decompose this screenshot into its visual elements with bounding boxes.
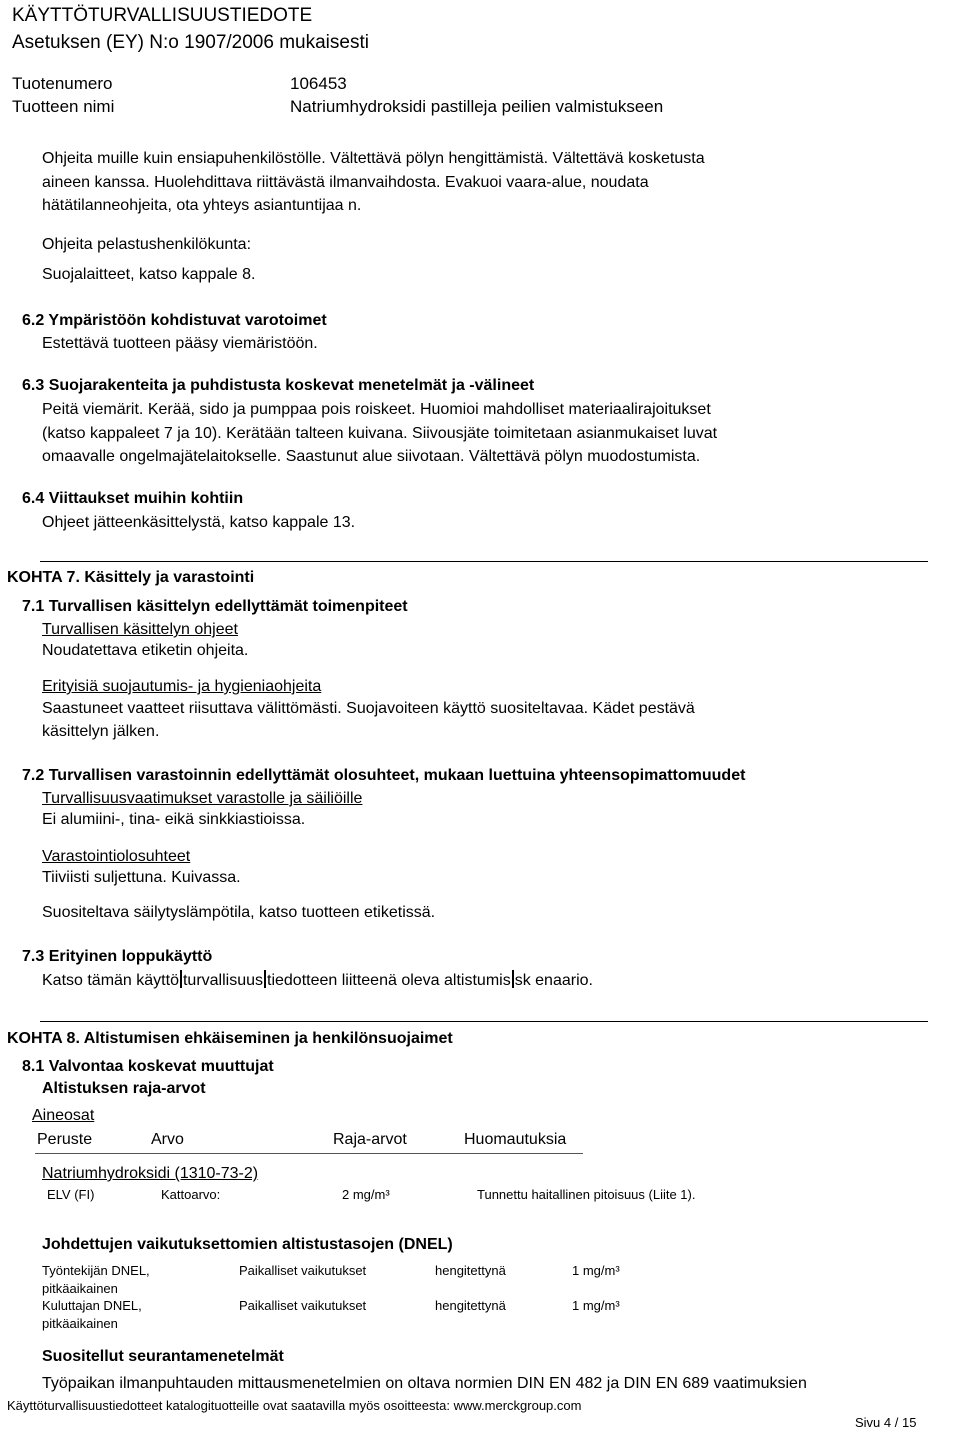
section-7-heading: KOHTA 7. Käsittely ja varastointi bbox=[7, 569, 255, 586]
dnel-effect: Paikalliset vaikutukset bbox=[239, 1263, 367, 1278]
column-header-remarks: Huomautuksia bbox=[464, 1131, 567, 1148]
dnel-who-line-1: Kuluttajan DNEL, bbox=[42, 1298, 142, 1313]
product-name-label: Tuotteen nimi bbox=[12, 97, 115, 116]
end-use-text-part-4: sk enaario. bbox=[514, 972, 593, 989]
storage-requirements-text: Ei alumiini-, tina- eikä sinkkiastioissa. bbox=[42, 811, 306, 828]
product-number-label: Tuotenumero bbox=[12, 74, 113, 93]
regulation-subtitle: Asetuksen (EY) N:o 1907/2006 mukaisesti bbox=[12, 32, 369, 53]
section-6-4-heading bbox=[22, 488, 243, 510]
column-header-limits: Raja-arvot bbox=[333, 1131, 407, 1148]
personal-precautions-line-1: Ohjeita muille kuin ensiapuhenkilöstölle. Vältettävä pölyn hengittämistä. Vältettävä kosketusta bbox=[42, 150, 705, 167]
dnel-value: 1 mg/m³ bbox=[572, 1298, 620, 1313]
exposure-limits-title: Altistuksen raja-arvot bbox=[42, 1080, 206, 1097]
section-6-3-line-3: omaavalle ongelmajätelaitokselle. Saastunut alue siivotaan. Vältettävä pölyn muodostumista. bbox=[42, 448, 701, 465]
personal-precautions-line-3: hätätilanneohjeita, ota yhteys asiantuntijaa n. bbox=[42, 197, 362, 214]
end-use-text-part-3: tiedotteen liitteenä oleva altistumis bbox=[267, 972, 511, 989]
section-8-1-heading bbox=[22, 1056, 274, 1078]
dnel-who-line-1: Työntekijän DNEL, bbox=[42, 1263, 150, 1278]
section-8-1-title: Valvontaa koskevat muuttujat bbox=[48, 1058, 274, 1075]
section-7-3-number: 7.3 bbox=[22, 948, 45, 965]
limit-cell-basis: ELV (FI) bbox=[47, 1187, 95, 1202]
footer-note: Käyttöturvallisuustiedotteet katalogituotteille ovat saatavilla myös osoitteesta: www.merckgroup.com bbox=[7, 1398, 582, 1413]
hygiene-subheading: Erityisiä suojautumis- ja hygieniaohjeita bbox=[42, 678, 322, 695]
section-8-divider bbox=[40, 1021, 928, 1022]
dnel-who-line-2: pitkäaikainen bbox=[42, 1316, 118, 1331]
section-6-4-text: Ohjeet jätteenkäsittelystä, katso kappale 13. bbox=[42, 514, 356, 531]
product-number-value: 106453 bbox=[290, 74, 347, 93]
dnel-route: hengitettynä bbox=[435, 1263, 506, 1278]
section-6-3-line-1: Peitä viemärit. Kerää, sido ja pumppaa pois roiskeet. Huomioi mahdolliset materiaalirajoitukset bbox=[42, 401, 711, 418]
section-7-2-heading bbox=[22, 765, 745, 787]
monitoring-title: Suositellut seurantamenetelmät bbox=[42, 1348, 284, 1365]
monitoring-text: Työpaikan ilmanpuhtauden mittausmenetelmien on oltava normien DIN EN 482 ja DIN EN 689 vaatimuksien bbox=[42, 1375, 807, 1392]
section-6-2-text: Estettävä tuotteen pääsy viemäristöön. bbox=[42, 335, 318, 352]
hygiene-text-line-2: käsittelyn jälken. bbox=[42, 723, 160, 740]
limit-cell-remark: Tunnettu haitallinen pitoisuus (Liite 1). bbox=[477, 1187, 696, 1202]
dnel-title: Johdettujen vaikutuksettomien altistustasojen (DNEL) bbox=[42, 1236, 453, 1253]
section-6-3-number: 6.3 bbox=[22, 377, 45, 394]
section-8-1-number: 8.1 bbox=[22, 1058, 45, 1075]
separator-bar bbox=[512, 970, 514, 988]
section-7-3-text bbox=[42, 970, 593, 992]
document-title: KÄYTTÖTURVALLISUUSTIEDOTE bbox=[12, 5, 313, 26]
section-7-3-heading bbox=[22, 946, 212, 968]
product-name-row bbox=[12, 95, 952, 118]
section-6-3-title: Suojarakenteita ja puhdistusta koskevat menetelmät ja -välineet bbox=[48, 377, 535, 394]
section-7-2-title: Turvallisen varastoinnin edellyttämät olosuhteet, mukaan luettuina yhteensopimattomuudet bbox=[48, 767, 746, 784]
limit-cell-value-type: Kattoarvo: bbox=[161, 1187, 221, 1202]
section-6-2-title: Ympäristöön kohdistuvat varotoimet bbox=[48, 312, 327, 329]
column-header-value: Arvo bbox=[151, 1131, 184, 1148]
section-8-heading: KOHTA 8. Altistumisen ehkäiseminen ja henkilönsuojaimet bbox=[7, 1030, 453, 1047]
end-use-text-part-2: turvallisuus bbox=[182, 972, 263, 989]
column-header-basis: Peruste bbox=[37, 1131, 93, 1148]
separator-bar bbox=[180, 970, 182, 988]
section-7-divider bbox=[40, 561, 928, 562]
section-6-4-number: 6.4 bbox=[22, 490, 45, 507]
product-name-value: Natriumhydroksidi pastilleja peilien valmistukseen bbox=[290, 97, 664, 116]
end-use-text-part-1: Katso tämän käyttö bbox=[42, 972, 179, 989]
separator-bar bbox=[264, 970, 266, 988]
hygiene-text-line-1: Saastuneet vaatteet riisuttava välittömästi. Suojavoiteen käyttö suositeltavaa. Kädet pestävä bbox=[42, 700, 695, 717]
personal-precautions-line-2: aineen kanssa. Huolehdittava riittävästä ilmanvaihdosta. Evakuoi vaara-alue, noudata bbox=[42, 174, 649, 191]
section-6-3-line-2: (katso kappaleet 7 ja 10). Kerätään talteen kuivana. Siivousjäte toimitetaan asianmukaiset luvat bbox=[42, 425, 718, 442]
section-6-4-title: Viittaukset muihin kohtiin bbox=[48, 490, 244, 507]
section-6-2-number: 6.2 bbox=[22, 312, 45, 329]
dnel-route: hengitettynä bbox=[435, 1298, 506, 1313]
dnel-who-line-2: pitkäaikainen bbox=[42, 1281, 118, 1296]
section-7-3-title: Erityinen loppukäyttö bbox=[48, 948, 213, 965]
storage-requirements-subheading: Turvallisuusvaatimukset varastolle ja säiliöille bbox=[42, 790, 363, 807]
section-7-1-number: 7.1 bbox=[22, 598, 45, 615]
rescue-staff-label: Ohjeita pelastushenkilökunta: bbox=[42, 236, 252, 253]
storage-conditions-subheading: Varastointiolosuhteet bbox=[42, 848, 191, 865]
page-number: Sivu 4 / 15 bbox=[855, 1415, 917, 1430]
ingredients-label: Aineosat bbox=[32, 1107, 95, 1124]
limit-cell-limit: 2 mg/m³ bbox=[342, 1187, 390, 1202]
storage-conditions-text: Tiiviisti suljettuna. Kuivassa. bbox=[42, 869, 241, 886]
dnel-value: 1 mg/m³ bbox=[572, 1263, 620, 1278]
storage-temperature-text: Suositeltava säilytyslämpötila, katso tuotteen etiketissä. bbox=[42, 904, 436, 921]
product-number-row bbox=[12, 72, 952, 95]
section-7-1-title: Turvallisen käsittelyn edellyttämät toimenpiteet bbox=[48, 598, 408, 615]
section-6-3-heading bbox=[22, 375, 534, 397]
section-7-1-heading bbox=[22, 596, 408, 618]
dnel-effect: Paikalliset vaikutukset bbox=[239, 1298, 367, 1313]
safe-handling-text: Noudatettava etiketin ohjeita. bbox=[42, 642, 249, 659]
section-6-2-heading bbox=[22, 310, 327, 332]
section-7-2-number: 7.2 bbox=[22, 767, 45, 784]
substance-name: Natriumhydroksidi (1310-73-2) bbox=[42, 1165, 259, 1182]
safe-handling-subheading: Turvallisen käsittelyn ohjeet bbox=[42, 621, 238, 638]
document-header bbox=[12, 2, 952, 118]
table-header-rule bbox=[35, 1153, 583, 1154]
rescue-staff-text: Suojalaitteet, katso kappale 8. bbox=[42, 266, 256, 283]
